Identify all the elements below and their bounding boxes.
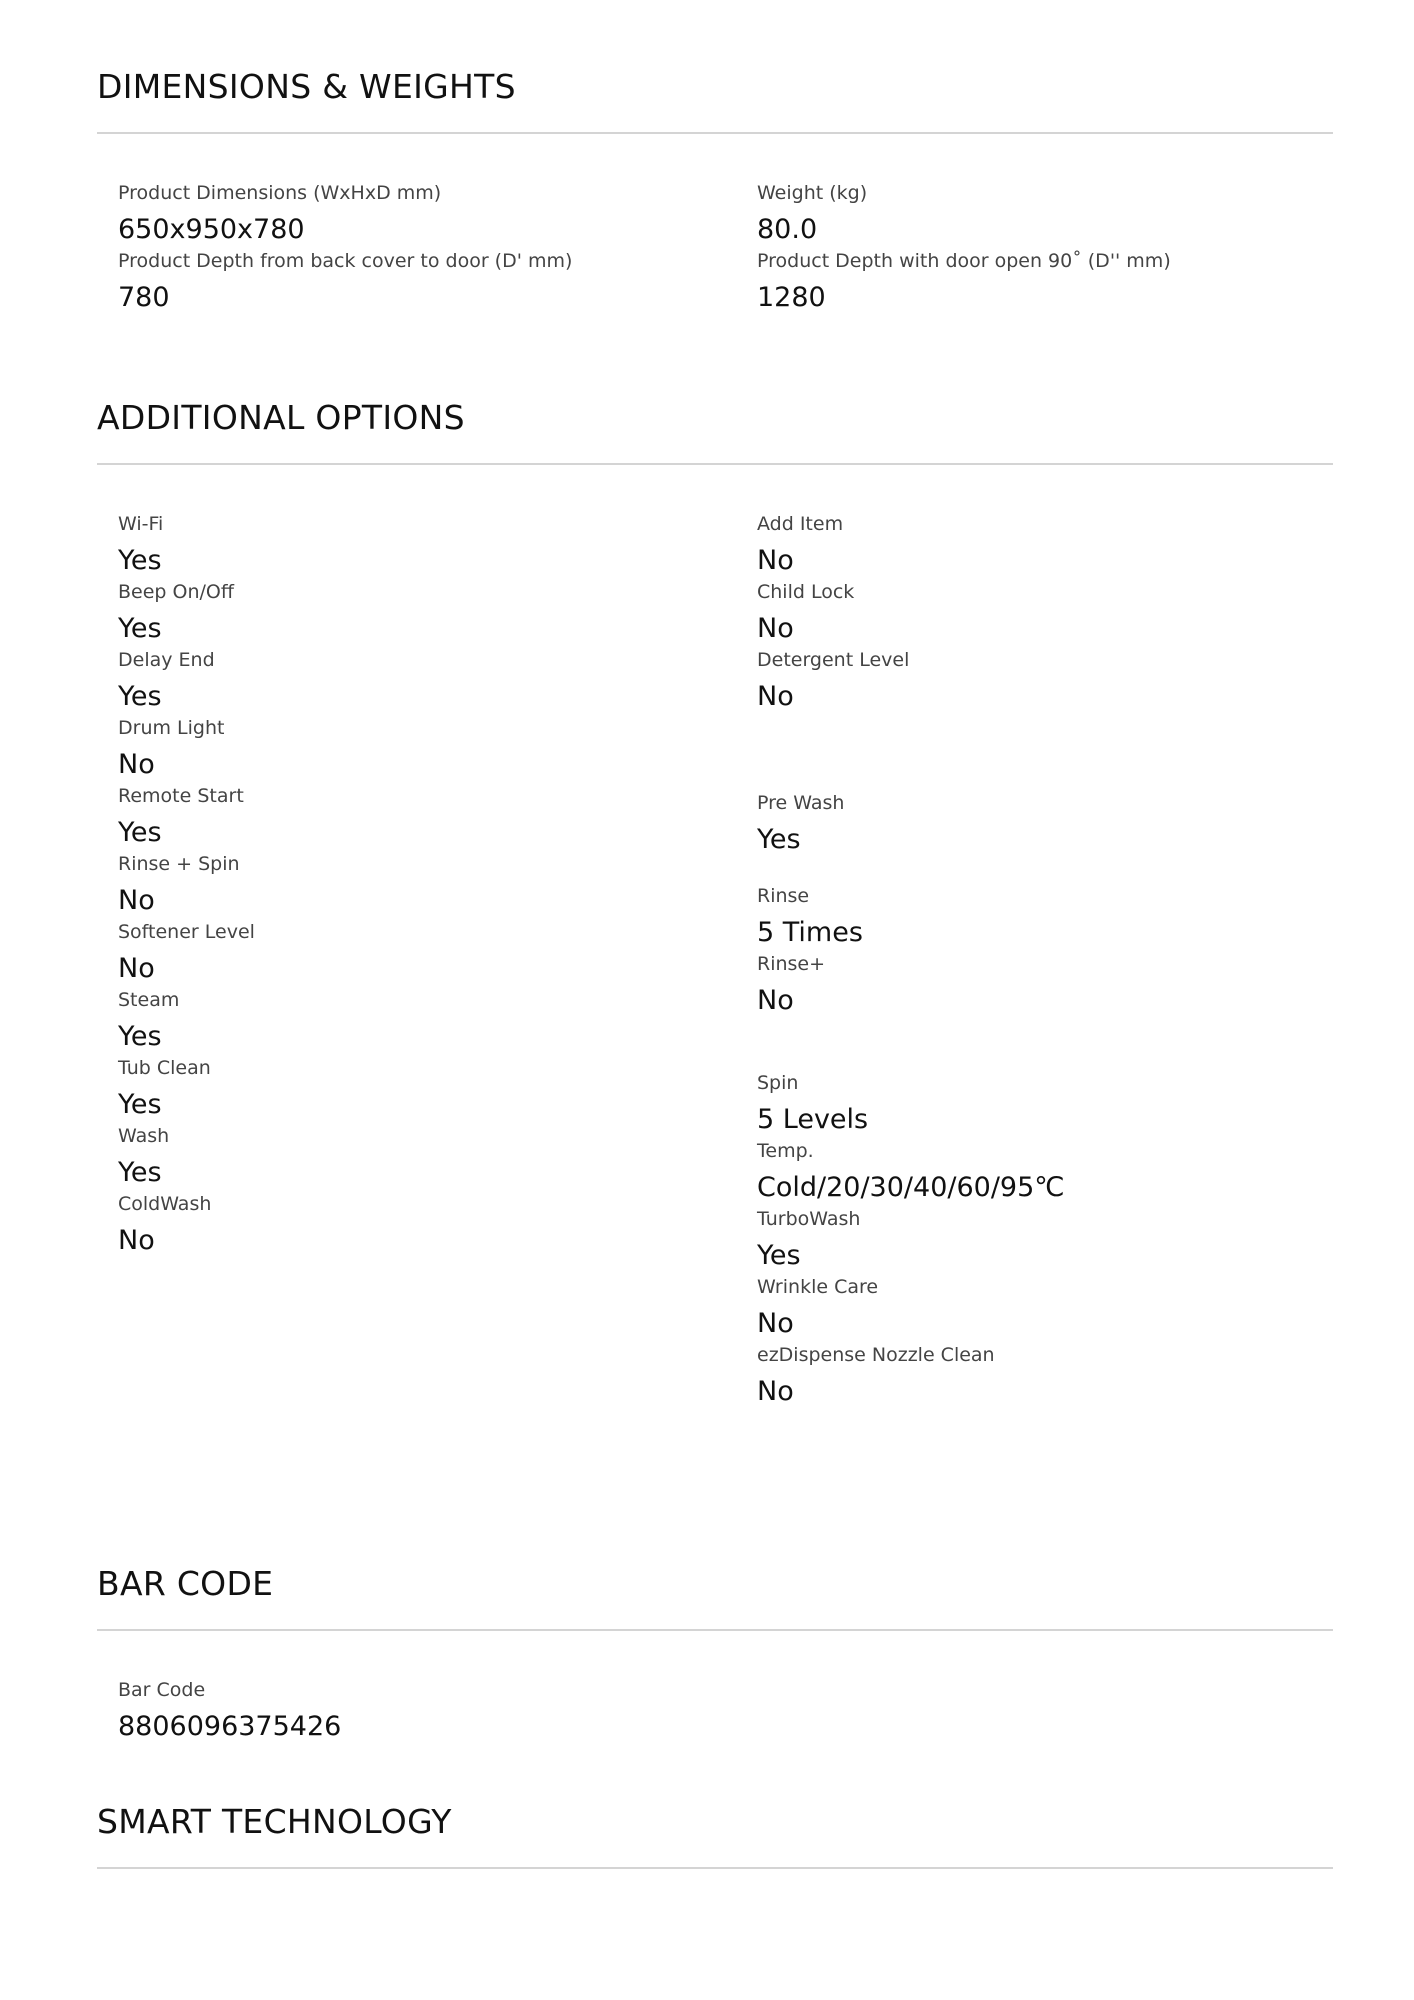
spec-delay-end [118, 649, 215, 712]
spec-value: Yes [118, 1157, 162, 1188]
spec-turbowash [757, 1208, 860, 1271]
section-title-dimensions: DIMENSIONS & WEIGHTS [97, 67, 516, 106]
spec-label: Wi-Fi [118, 513, 164, 535]
spec-label: Rinse [757, 885, 810, 907]
spec-drum-light [118, 717, 224, 780]
spec-ezdispense [757, 1344, 995, 1407]
spec-remote-start [118, 785, 244, 848]
spec-label: Softener Level [118, 921, 255, 943]
spec-value: Yes [118, 545, 162, 576]
spec-label: Detergent Level [757, 649, 910, 671]
spec-label: Wrinkle Care [757, 1276, 879, 1298]
spec-steam [118, 989, 179, 1052]
spec-value: Yes [118, 1089, 162, 1120]
spec-label: Product Depth with door open 90˚ (D'' mm) [757, 250, 1171, 272]
spec-value: 5 Levels [757, 1104, 869, 1135]
spec-value: No [757, 985, 794, 1016]
spec-value: No [757, 1308, 794, 1339]
spec-value: 1280 [757, 282, 826, 313]
section-divider [97, 1867, 1333, 1869]
spec-label: Product Depth from back cover to door (D' mm) [118, 250, 573, 272]
spec-value: No [757, 613, 794, 644]
section-divider [97, 132, 1333, 134]
spec-wash [118, 1125, 169, 1188]
section-divider [97, 1629, 1333, 1631]
spec-wrinkle-care [757, 1276, 878, 1339]
spec-label: Product Dimensions (WxHxD mm) [118, 182, 442, 204]
spec-label: Temp. [757, 1140, 814, 1162]
spec-label: TurboWash [757, 1208, 861, 1230]
spec-value: No [757, 1376, 794, 1407]
spec-rinse-spin [118, 853, 240, 916]
spec-product-depth-open [757, 250, 1171, 313]
spec-detergent-level [757, 649, 909, 712]
spec-value: No [757, 545, 794, 576]
spec-wifi [118, 513, 163, 576]
section-divider [97, 463, 1333, 465]
spec-rinse-plus [757, 953, 825, 1016]
spec-label: Delay End [118, 649, 215, 671]
spec-label: Steam [118, 989, 180, 1011]
section-title-smart-technology: SMART TECHNOLOGY [97, 1802, 452, 1841]
spec-softener-level [118, 921, 255, 984]
spec-value: Yes [118, 681, 162, 712]
spec-value: 80.0 [757, 214, 818, 245]
section-title-options: ADDITIONAL OPTIONS [97, 398, 465, 437]
spec-label: Weight (kg) [757, 182, 868, 204]
spec-label: Wash [118, 1125, 170, 1147]
spec-value: Yes [757, 824, 801, 855]
spec-label: Pre Wash [757, 792, 845, 814]
spec-label: Tub Clean [118, 1057, 211, 1079]
spec-label: Remote Start [118, 785, 244, 807]
spec-add-item [757, 513, 843, 576]
spec-label: Rinse+ [757, 953, 826, 975]
spec-label: Add Item [757, 513, 844, 535]
spec-label: Drum Light [118, 717, 225, 739]
spec-value: No [757, 681, 794, 712]
spec-coldwash [118, 1193, 211, 1256]
spec-temp [757, 1140, 1065, 1203]
spec-value: 5 Times [757, 917, 863, 948]
spec-label: Beep On/Off [118, 581, 234, 603]
spec-rinse [757, 885, 863, 948]
spec-value: 8806096375426 [118, 1711, 342, 1742]
spec-label: ColdWash [118, 1193, 212, 1215]
spec-label: Child Lock [757, 581, 855, 603]
spec-label: Bar Code [118, 1679, 206, 1701]
spec-value: Yes [118, 613, 162, 644]
spec-label: ezDispense Nozzle Clean [757, 1344, 995, 1366]
spec-product-dimensions [118, 182, 441, 245]
spec-label: Spin [757, 1072, 799, 1094]
spec-pre-wash [757, 792, 844, 855]
spec-value: No [118, 1225, 155, 1256]
spec-value: No [118, 953, 155, 984]
spec-weight [757, 182, 867, 245]
spec-beep [118, 581, 234, 644]
spec-value: 650x950x780 [118, 214, 305, 245]
spec-value: 780 [118, 282, 170, 313]
spec-label: Rinse + Spin [118, 853, 240, 875]
spec-value: No [118, 885, 155, 916]
spec-value: Yes [757, 1240, 801, 1271]
spec-value: No [118, 749, 155, 780]
spec-product-depth-door [118, 250, 572, 313]
spec-tub-clean [118, 1057, 211, 1120]
spec-value: Cold/20/30/40/60/95℃ [757, 1172, 1065, 1203]
section-title-barcode: BAR CODE [97, 1564, 274, 1603]
spec-value: Yes [118, 1021, 162, 1052]
spec-child-lock [757, 581, 854, 644]
spec-value: Yes [118, 817, 162, 848]
spec-spin [757, 1072, 868, 1135]
spec-bar-code [118, 1679, 341, 1742]
